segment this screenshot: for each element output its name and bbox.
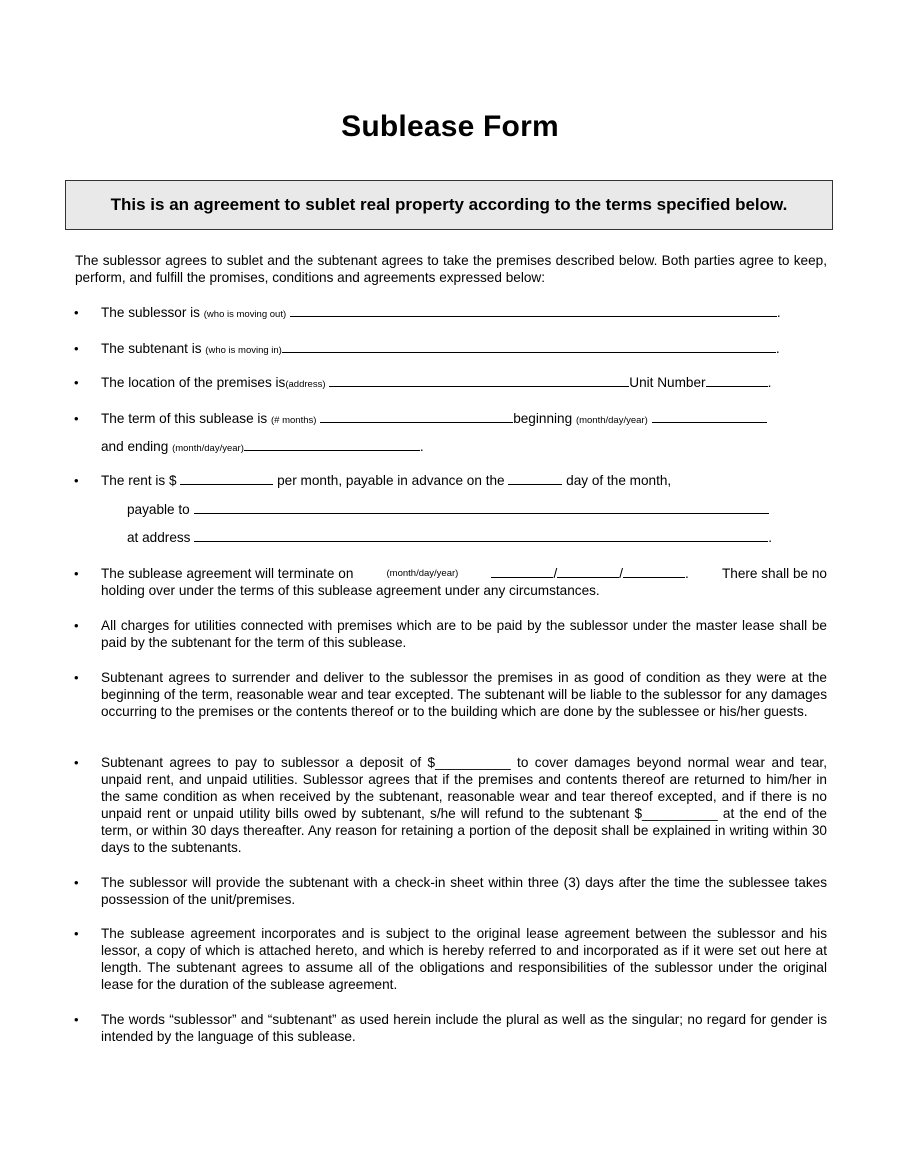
term-line (101, 410, 767, 429)
terminate-paragraph: The sublease agreement will terminate on (month/day/year) / / . There shall be no holding over under the terms of this sublease agreement under any circumstances. (101, 566, 827, 598)
rent-amount-field[interactable] (180, 472, 273, 485)
address-label: at address (127, 530, 191, 545)
bullet-icon: • (74, 375, 79, 390)
term-label: The term of this sublease is (101, 411, 268, 426)
address-field[interactable] (329, 374, 629, 387)
bullet-icon: • (74, 411, 79, 426)
sublessor-label: The sublessor is (101, 305, 200, 320)
pay-address-field[interactable] (194, 529, 768, 542)
payable-to-field[interactable] (194, 501, 769, 514)
original-lease-paragraph: The sublease agreement incorporates and is subject to the original lease agreement between the sublessor and his lessor, a copy of which is attached hereto, and which is hereby referred to and incorporated as if it were set out here at length. The subtenant agrees to assume all of the obligations and responsibilities of the sublessor under the original lease for the duration of the sublease agreement. (101, 926, 827, 992)
term-months-field[interactable] (320, 410, 513, 423)
unit-number-field[interactable] (706, 374, 768, 387)
period: . (776, 305, 781, 320)
terminate-date-hint: (month/day/year) (386, 568, 459, 579)
bullet-icon: • (74, 618, 79, 633)
beginning-label: beginning (513, 411, 573, 426)
bullet-icon: • (74, 875, 79, 890)
unit-label: Unit Number (629, 375, 706, 390)
period: . (419, 439, 424, 454)
page-title: Sublease Form (341, 110, 559, 143)
location-hint: (address) (285, 379, 326, 390)
subtenant-label: The subtenant is (101, 341, 202, 356)
period: . (775, 341, 780, 356)
rent-label: The rent is $ (101, 473, 177, 488)
beginning-date-hint: (month/day/year) (575, 415, 648, 426)
ending-date-hint: (month/day/year) (172, 443, 244, 454)
deposit-paragraph: Subtenant agrees to pay to sublessor a deposit of $__________ to cover damages beyond normal wear and tear, unpaid rent, and unpaid utilities. Sublessor agrees that if the premises and contents thereof are returned to him/her in the same condition as when received by the subtenant, reasonable wear and tear thereof excepted, and if there is no unpaid rent or unpaid utility bills owed by subtenant, s/he will refund to the subtenant $__________ at the end of the term, or within 30 days thereafter. Any reason for retaining a portion of the deposit shall be explained in writing within 30 days to the subtenants. (101, 755, 827, 855)
utilities-paragraph: All charges for utilities connected with premises which are to be paid by the sublessor under the master lease shall be paid by the subtenant for the term of this sublease. (101, 618, 827, 650)
terminate-end-text: There shall be no (721, 566, 827, 581)
rent-mid-text: per month, payable in advance on the (277, 473, 505, 488)
period: . (685, 566, 689, 581)
location-label: The location of the premises is (101, 375, 286, 390)
definitions-paragraph: The words “sublessor” and “subtenant” as used herein include the plural as well as the singular; no regard for gender is intended by the language of this sublease. (101, 1012, 827, 1044)
payable-line (127, 501, 769, 518)
terminate-label: The sublease agreement will terminate on (101, 566, 354, 581)
surrender-paragraph: Subtenant agrees to surrender and deliver to the sublessor the premises in as good of condition as they were at the beginning of the term, reasonable wear and tear excepted. The subtenant will be liable to the sublessor for any damages occurring to the premises or the contents thereof or to the building which are done by the sublessee or his/her guests. (101, 670, 827, 719)
term-hint: (# months) (271, 415, 317, 426)
terminate-year-field[interactable] (623, 565, 685, 578)
beginning-date-field[interactable] (652, 410, 767, 423)
subtenant-field[interactable] (282, 340, 776, 353)
rent-end-text: day of the month, (566, 473, 672, 488)
rent-day-field[interactable] (508, 472, 562, 485)
ending-date-field[interactable] (244, 438, 420, 451)
pay-address-line (127, 529, 772, 546)
bullet-icon: • (74, 305, 79, 320)
ending-label: and ending (101, 439, 169, 454)
subtenant-hint: (who is moving in) (205, 345, 282, 356)
bullet-icon: • (74, 670, 79, 685)
checkin-paragraph: The sublessor will provide the subtenant with a check-in sheet within three (3) days after the time the sublessee takes possession of the unit/premises. (101, 875, 827, 907)
banner-text: This is an agreement to sublet real property according to the terms specified below. (110, 195, 788, 214)
rent-line (101, 472, 671, 489)
payable-label: payable to (127, 502, 190, 517)
bullet-icon: • (74, 755, 79, 770)
sublessor-field[interactable] (290, 304, 777, 317)
sublessor-hint: (who is moving out) (203, 309, 287, 320)
period: . (768, 530, 773, 545)
agreement-banner (65, 180, 833, 230)
terminate-month-field[interactable] (491, 565, 553, 578)
subtenant-line (101, 340, 780, 359)
bullet-icon: • (74, 473, 79, 488)
sublessor-line (101, 304, 781, 323)
terminate-continuation: holding over under the terms of this sublease agreement under any circumstances. (101, 583, 600, 598)
bullet-icon: • (74, 566, 79, 581)
bullet-icon: • (74, 341, 79, 356)
period: . (767, 375, 772, 390)
ending-line (101, 438, 424, 457)
bullet-icon: • (74, 1012, 79, 1027)
terminate-day-field[interactable] (557, 565, 619, 578)
intro-paragraph: The sublessor agrees to sublet and the subtenant agrees to take the premises described below. Both parties agree to keep, perform, and fulfill the promises, conditions and agreements expressed below: (75, 253, 827, 285)
location-line (101, 374, 771, 393)
bullet-icon: • (74, 926, 79, 941)
